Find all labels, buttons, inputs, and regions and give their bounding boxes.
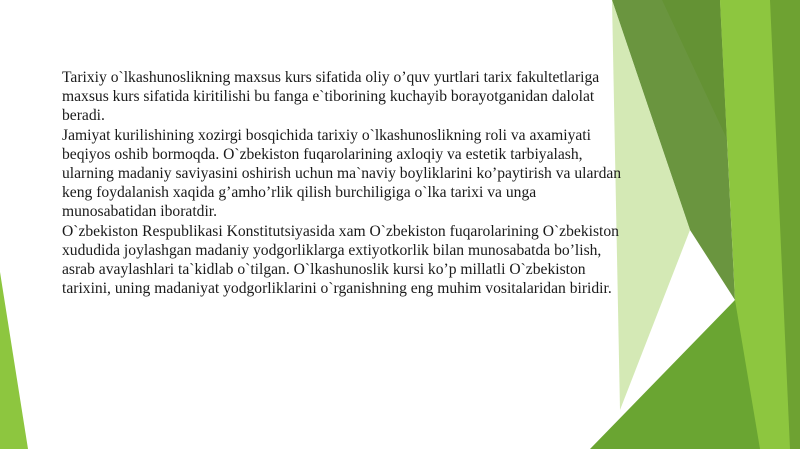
left-accent-shape [0,272,28,449]
paragraph-1: Tarixiy o`lkashunoslikning maxsus kurs sifatida oliy o’quv yurtlari tarix fakultetlariga maxsus kurs sifatida kiritilishi bu fanga e`tiborining kuchayib borayotganidan dalolat beradi. [62,69,600,125]
paragraph-2: Jamiyat kurilishining xozirgi bosqichida tarixiy o`lkashunoslikning roli va axamiyati beqiyos oshib bormoqda. O`zbekiston fuqarolarining axloqiy va estetik tarbiyalash, ularning madaniy saviyasini oshirish uchun ma`naviy boyliklarini ko’paytirish va ulardan keng foydalanish xaqida g’amho’rlik qilish burchiligiga o`lka tarixi va unga munosabatidan iboratdir. [62,126,622,221]
paragraph-3: O`zbekiston Respublikasi Konstitutsiyasida xam O`zbekiston fuqarolarining O`zbekiston xududida joylashgan madaniy yodgorliklarga extiyotkorlik bilan munosabatda bo’lish, asrab avaylashlari ta`kidlab o`tilgan. O`lkashunoslik kursi ko’p millatli O`zbekiston tarixini, uning madaniyat yodgorliklarini o`rganishning eng muhim vositalaridan biridir. [62,222,619,298]
slide-body-text [62,68,622,298]
right-accent-bottom [590,300,760,449]
